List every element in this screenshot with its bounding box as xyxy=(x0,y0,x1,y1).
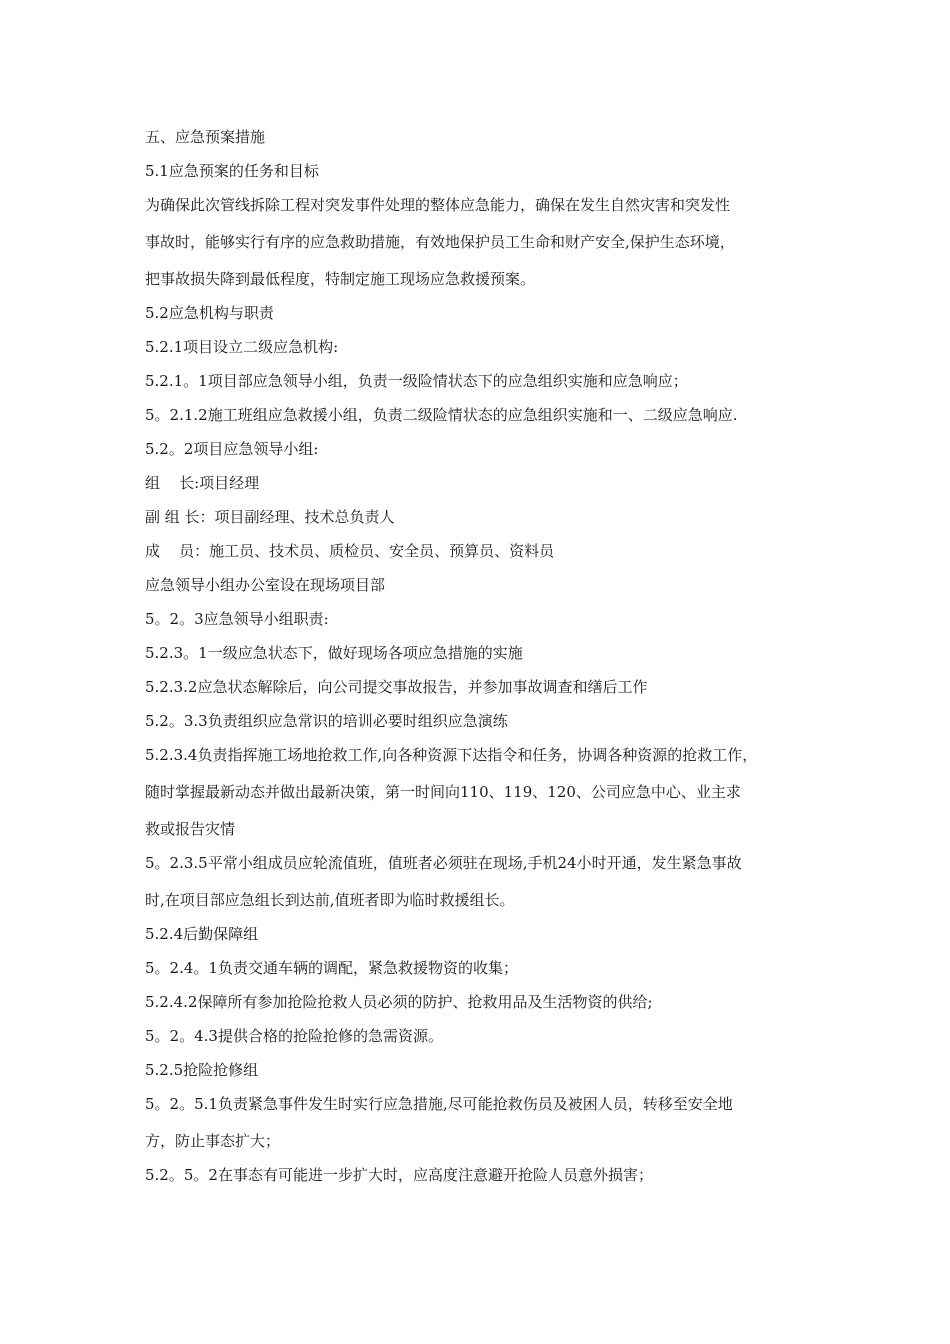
clause-line: 5.2.1项目设立二级应急机构: xyxy=(145,338,339,356)
subsection-heading: 5.2.4后勤保障组 xyxy=(145,925,259,943)
clause-line: 方，防止事态扩大； xyxy=(145,1132,281,1150)
clause-line: 5。2。3应急领导小组职责: xyxy=(145,610,329,628)
subsection-heading: 5.1应急预案的任务和目标 xyxy=(145,162,319,180)
paragraph-line: 把事故损失降到最低程度，特制定施工现场应急救援预案。 xyxy=(145,270,536,288)
clause-line: 5。2.3.5平常小组成员应轮流值班，值班者必须驻在现场,手机24小时开通，发生紧急事故 xyxy=(145,854,742,872)
paragraph-line: 为确保此次管线拆除工程对突发事件处理的整体应急能力，确保在发生自然灾害和突发性 xyxy=(145,196,731,214)
clause-line: 5.2。3.3负责组织应急常识的培训必要时组织应急演练 xyxy=(145,712,508,730)
clause-line: 5.2.3。1一级应急状态下，做好现场各项应急措施的实施 xyxy=(145,644,523,662)
clause-line: 随时掌握最新动态并做出最新决策，第一时间向110、119、120、公司应急中心、业主求 xyxy=(145,783,741,801)
clause-line: 5.2.3.2应急状态解除后，向公司提交事故报告，并参加事故调查和缮后工作 xyxy=(145,678,648,696)
paragraph-line: 应急领导小组办公室设在现场项目部 xyxy=(145,576,386,594)
clause-line: 时,在项目部应急组长到达前,值班者即为临时救援组长。 xyxy=(145,891,515,909)
clause-line: 5.2。5。2在事态有可能进一步扩大时，应高度注意避开抢险人员意外损害； xyxy=(145,1166,653,1184)
paragraph-line: 事故时，能够实行有序的应急救助措施，有效地保护员工生命和财产安全,保护生态环境， xyxy=(145,233,735,251)
clause-line: 5。2.4。1负责交通车辆的调配，紧急救援物资的收集； xyxy=(145,959,518,977)
clause-line: 5。2。5.1负责紧急事件发生时实行应急措施,尽可能抢救伤员及被困人员，转移至安全地 xyxy=(145,1095,733,1113)
section-heading: 五、应急预案措施 xyxy=(145,128,266,146)
subsection-heading: 5.2.5抢险抢修组 xyxy=(145,1061,259,1079)
clause-line: 5.2.3.4负责指挥施工场地抢救工作,向各种资源下达指令和任务，协调各种资源的抢救工作， xyxy=(145,746,758,764)
clause-line: 5.2。2项目应急领导小组: xyxy=(145,440,319,458)
member-line: 副 组 长：项目副经理、技术总负责人 xyxy=(145,508,395,526)
clause-line: 5.2.1。1项目部应急领导小组，负责一级险情状态下的应急组织实施和应急响应； xyxy=(145,372,688,390)
clause-line: 5。2。4.3提供合格的抢险抢修的急需资源。 xyxy=(145,1027,443,1045)
member-line: 组 长:项目经理 xyxy=(145,474,260,492)
clause-line: 救或报告灾情 xyxy=(145,820,236,838)
clause-line: 5。2.1.2施工班组应急救援小组，负责二级险情状态的应急组织实施和一、二级应急响应. xyxy=(145,406,738,424)
subsection-heading: 5.2应急机构与职责 xyxy=(145,304,274,322)
member-line: 成 员：施工员、技术员、质检员、安全员、预算员、资料员 xyxy=(145,542,555,560)
clause-line: 5.2.4.2保障所有参加抢险抢救人员必须的防护、抢救用品及生活物资的供给; xyxy=(145,993,653,1011)
document-body xyxy=(145,125,825,1197)
